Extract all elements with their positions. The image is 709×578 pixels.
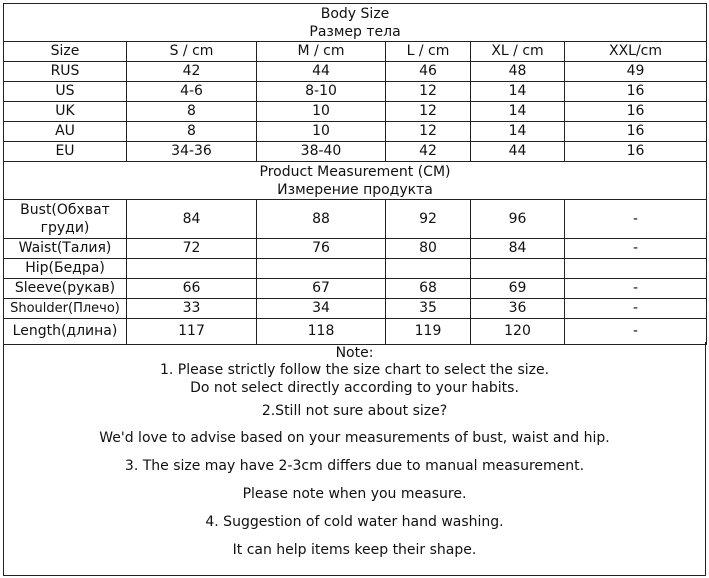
note-line: 2.Still not sure about size? [261, 403, 448, 419]
table-cell: 35 [386, 299, 471, 319]
table-cell: 34 [257, 299, 386, 319]
header-cell: M / cm [257, 42, 386, 62]
table-cell: 12 [386, 82, 471, 102]
table-cell: 118 [257, 319, 386, 345]
header-cell: L / cm [386, 42, 471, 62]
size-chart-table [3, 3, 707, 345]
table-cell: 42 [127, 62, 257, 82]
measurement-row-waist [4, 239, 707, 259]
table-cell: 48 [471, 62, 565, 82]
table-cell: EU [4, 142, 127, 162]
note-line: Please note when you measure. [242, 486, 467, 502]
table-cell: 88 [257, 200, 386, 239]
table-cell [127, 259, 257, 279]
table-cell: 69 [471, 279, 565, 299]
table-cell: UK [4, 102, 127, 122]
table-cell: 36 [471, 299, 565, 319]
table-cell: 117 [127, 319, 257, 345]
table-cell: 76 [257, 239, 386, 259]
table-cell: 42 [386, 142, 471, 162]
table-cell [257, 259, 386, 279]
table-cell: 10 [257, 102, 386, 122]
table-cell: 44 [257, 62, 386, 82]
row-label-line: Bust(Обхват [20, 202, 110, 218]
measurement-row-bust [4, 200, 707, 239]
measurement-row-hip [4, 259, 707, 279]
table-cell: RUS [4, 62, 127, 82]
size-row-uk [4, 102, 707, 122]
table-cell: 14 [471, 122, 565, 142]
table-cell: 84 [471, 239, 565, 259]
table-cell: 72 [127, 239, 257, 259]
note-line: It can help items keep their shape. [232, 542, 477, 558]
table-cell: 8-10 [257, 82, 386, 102]
table-cell: 66 [127, 279, 257, 299]
measurement-row-shoulder [4, 299, 707, 319]
table-cell: 80 [386, 239, 471, 259]
table-cell: 14 [471, 82, 565, 102]
row-label: Waist(Талия) [4, 239, 127, 259]
product-measurement-title-en: Product Measurement (CM) [259, 163, 451, 180]
table-cell: 84 [127, 200, 257, 239]
table-cell: 16 [565, 142, 707, 162]
note-line: 4. Suggestion of cold water hand washing. [205, 514, 504, 530]
measurement-row-sleeve [4, 279, 707, 299]
table-cell: 34-36 [127, 142, 257, 162]
table-cell: - [565, 239, 707, 259]
note-line: 3. The size may have 2-3cm differs due to manual measurement. [124, 458, 585, 474]
note-line: We'd love to advise based on your measurements of bust, waist and hip. [99, 430, 610, 446]
table-cell: - [565, 319, 707, 345]
note-line: Do not select directly according to your habits. [190, 380, 519, 396]
size-row-au [4, 122, 707, 142]
table-cell: 10 [257, 122, 386, 142]
table-cell: 92 [386, 200, 471, 239]
table-cell: 120 [471, 319, 565, 345]
row-label: Length(длина) [4, 319, 127, 345]
table-cell: 8 [127, 102, 257, 122]
row-label: Shoulder(Плечо) [4, 299, 127, 319]
row-label: Hip(Бедра) [4, 259, 127, 279]
table-cell: 46 [386, 62, 471, 82]
table-cell [565, 259, 707, 279]
note-line: 1. Please strictly follow the size chart to select the size. [159, 362, 550, 378]
body-size-title [4, 4, 707, 42]
table-cell: 38-40 [257, 142, 386, 162]
table-cell: - [565, 279, 707, 299]
size-row-us [4, 82, 707, 102]
size-row-rus [4, 62, 707, 82]
table-cell: 4-6 [127, 82, 257, 102]
notes-section [3, 342, 706, 576]
row-label-line: груди) [40, 220, 90, 236]
table-cell: 96 [471, 200, 565, 239]
table-cell: 119 [386, 319, 471, 345]
table-cell: 44 [471, 142, 565, 162]
size-row-eu [4, 142, 707, 162]
table-cell: 16 [565, 102, 707, 122]
table-cell: 16 [565, 82, 707, 102]
measurement-row-length [4, 319, 707, 345]
table-cell: 14 [471, 102, 565, 122]
body-size-title-ru: Размер тела [309, 23, 401, 40]
table-cell: 68 [386, 279, 471, 299]
product-measurement-title [4, 162, 707, 200]
table-cell: 12 [386, 122, 471, 142]
table-cell: 16 [565, 122, 707, 142]
body-size-title-en: Body Size [320, 5, 390, 22]
table-cell [386, 259, 471, 279]
table-cell: - [565, 200, 707, 239]
product-measurement-title-ru: Измерение продукта [277, 181, 433, 198]
table-cell: US [4, 82, 127, 102]
header-cell: Size [4, 42, 127, 62]
table-cell: 33 [127, 299, 257, 319]
table-cell: 49 [565, 62, 707, 82]
table-cell: AU [4, 122, 127, 142]
table-cell: 12 [386, 102, 471, 122]
table-cell: 8 [127, 122, 257, 142]
row-label: Sleeve(рукав) [4, 279, 127, 299]
table-cell: 67 [257, 279, 386, 299]
row-label [4, 200, 127, 239]
header-cell: XXL/cm [565, 42, 707, 62]
table-cell: - [565, 299, 707, 319]
header-cell: S / cm [127, 42, 257, 62]
notes-title: Note: [335, 345, 374, 361]
table-cell [471, 259, 565, 279]
size-header-row [4, 42, 707, 62]
header-cell: XL / cm [471, 42, 565, 62]
